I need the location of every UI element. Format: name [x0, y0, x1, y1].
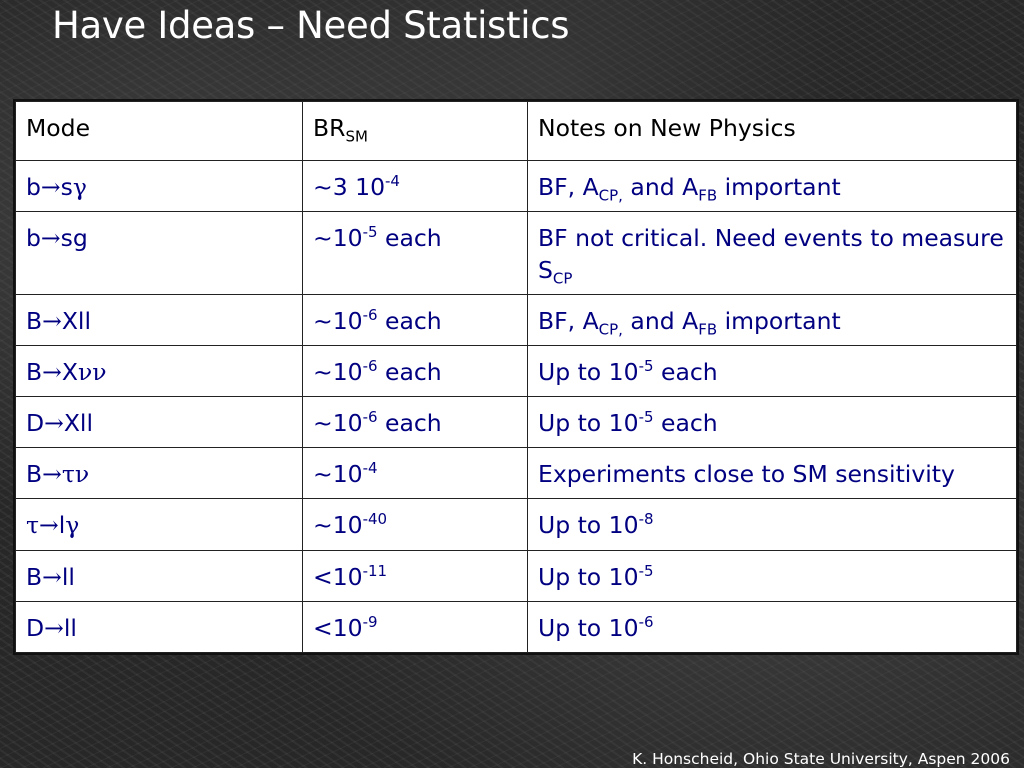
cell-text-segment: and A: [622, 173, 699, 201]
table-body: [16, 161, 1017, 653]
cell-text-segment: BF not critical. Need events to measure S: [538, 224, 1004, 284]
cell-text-segment: -5: [638, 357, 654, 376]
cell-text-segment: B: [26, 358, 43, 386]
cell-text-segment: τν: [61, 460, 90, 488]
cell-text-segment: ll: [61, 563, 75, 591]
cell-text-segment: ~3 10: [313, 173, 386, 201]
cell-text-segment: important: [717, 173, 841, 201]
cell-text-segment: Xll: [63, 409, 93, 437]
table-row: [16, 602, 1017, 653]
cell-br: [303, 551, 528, 602]
cell-text-segment: -4: [362, 459, 378, 478]
cell-mode: [16, 448, 303, 499]
cell-br: [303, 448, 528, 499]
header-br: [303, 102, 528, 161]
cell-br: [303, 346, 528, 397]
header-br-sub: SM: [345, 127, 368, 146]
cell-text-segment: -40: [362, 510, 388, 529]
cell-text-segment: -6: [362, 357, 378, 376]
table-row: [16, 448, 1017, 499]
cell-br: [303, 212, 528, 295]
cell-br: [303, 602, 528, 653]
cell-notes: [528, 397, 1017, 448]
cell-text-segment: important: [717, 307, 841, 335]
cell-mode: [16, 602, 303, 653]
cell-mode: [16, 212, 303, 295]
cell-notes: [528, 551, 1017, 602]
cell-text-segment: each: [377, 409, 442, 437]
cell-text-segment: →: [42, 358, 62, 386]
cell-text-segment: Up to 10: [538, 511, 639, 539]
table-row: [16, 295, 1017, 346]
cell-text-segment: BF, A: [538, 307, 599, 335]
cell-notes: [528, 161, 1017, 212]
cell-notes: [528, 346, 1017, 397]
table-header-row: [16, 102, 1017, 161]
cell-text-segment: FB: [698, 320, 718, 339]
cell-text-segment: →: [44, 614, 64, 642]
cell-text-segment: s: [60, 173, 73, 201]
slide-title: Have Ideas – Need Statistics: [52, 4, 570, 47]
cell-text-segment: -9: [362, 613, 378, 632]
cell-text-segment: Up to 10: [538, 409, 639, 437]
cell-text-segment: ~10: [313, 307, 363, 335]
cell-text-segment: -5: [362, 223, 378, 242]
cell-text-segment: CP: [552, 269, 573, 288]
cell-text-segment: BF, A: [538, 173, 599, 201]
cell-text-segment: ~10: [313, 409, 363, 437]
header-notes: Notes on New Physics: [528, 102, 1017, 161]
table-row: [16, 499, 1017, 551]
cell-text-segment: ~10: [313, 460, 363, 488]
cell-text-segment: Experiments close to SM sensitivity: [538, 460, 955, 488]
cell-text-segment: each: [377, 358, 442, 386]
cell-text-segment: Up to 10: [538, 563, 639, 591]
table-row: [16, 551, 1017, 602]
cell-mode: [16, 346, 303, 397]
cell-text-segment: -11: [362, 562, 388, 581]
cell-text-segment: Xll: [61, 307, 91, 335]
cell-text-segment: →: [40, 173, 61, 201]
cell-text-segment: CP,: [598, 320, 623, 339]
cell-text-segment: γ: [65, 511, 80, 539]
cell-mode: [16, 295, 303, 346]
cell-text-segment: B: [26, 307, 43, 335]
cell-text-segment: and A: [622, 307, 699, 335]
cell-mode: [16, 161, 303, 212]
table-row: [16, 346, 1017, 397]
physics-modes-table: [15, 101, 1017, 653]
cell-text-segment: D: [26, 409, 45, 437]
cell-text-segment: →: [39, 511, 59, 539]
cell-text-segment: -6: [362, 306, 378, 325]
cell-mode: [16, 397, 303, 448]
cell-notes: [528, 448, 1017, 499]
cell-text-segment: ~10: [313, 358, 363, 386]
cell-text-segment: b: [26, 224, 41, 252]
header-mode: Mode: [16, 102, 303, 161]
cell-text-segment: b: [26, 173, 41, 201]
table-row: [16, 161, 1017, 212]
slide-footer: K. Honscheid, Ohio State University, Aspen 2006: [632, 750, 1010, 768]
cell-notes: [528, 295, 1017, 346]
cell-text-segment: ~10: [313, 224, 363, 252]
cell-text-segment: D: [26, 614, 45, 642]
cell-text-segment: -6: [638, 613, 654, 632]
cell-text-segment: -5: [638, 408, 654, 427]
cell-text-segment: τ: [26, 511, 40, 539]
header-br-base: BR: [313, 114, 346, 142]
cell-br: [303, 295, 528, 346]
cell-text-segment: →: [44, 409, 64, 437]
cell-text-segment: →: [42, 460, 62, 488]
cell-notes: [528, 499, 1017, 551]
cell-text-segment: each: [377, 224, 442, 252]
cell-text-segment: -8: [638, 510, 654, 529]
cell-text-segment: sg: [60, 224, 88, 252]
cell-text-segment: CP,: [598, 186, 623, 205]
cell-text-segment: ~10: [313, 511, 363, 539]
cell-text-segment: B: [26, 460, 43, 488]
cell-text-segment: →: [42, 307, 62, 335]
cell-text-segment: Up to 10: [538, 358, 639, 386]
cell-br: [303, 499, 528, 551]
cell-mode: [16, 551, 303, 602]
cell-text-segment: each: [377, 307, 442, 335]
cell-text-segment: -6: [362, 408, 378, 427]
cell-text-segment: →: [42, 563, 62, 591]
cell-text-segment: -4: [385, 172, 400, 191]
table-row: [16, 397, 1017, 448]
cell-text-segment: <10: [313, 563, 363, 591]
table-row: [16, 212, 1017, 295]
cell-text-segment: B: [26, 563, 43, 591]
cell-text-segment: →: [40, 224, 61, 252]
cell-text-segment: each: [653, 358, 718, 386]
cell-text-segment: νν: [77, 358, 107, 386]
cell-br: [303, 397, 528, 448]
cell-notes: [528, 602, 1017, 653]
cell-text-segment: γ: [72, 173, 87, 201]
cell-text-segment: FB: [698, 186, 718, 205]
cell-text-segment: -5: [638, 562, 654, 581]
cell-text-segment: X: [61, 358, 78, 386]
cell-mode: [16, 499, 303, 551]
cell-text-segment: <10: [313, 614, 363, 642]
cell-notes: [528, 212, 1017, 295]
cell-text-segment: l: [58, 511, 66, 539]
cell-br: [303, 161, 528, 212]
cell-text-segment: ll: [63, 614, 77, 642]
cell-text-segment: each: [653, 409, 718, 437]
cell-text-segment: Up to 10: [538, 614, 639, 642]
